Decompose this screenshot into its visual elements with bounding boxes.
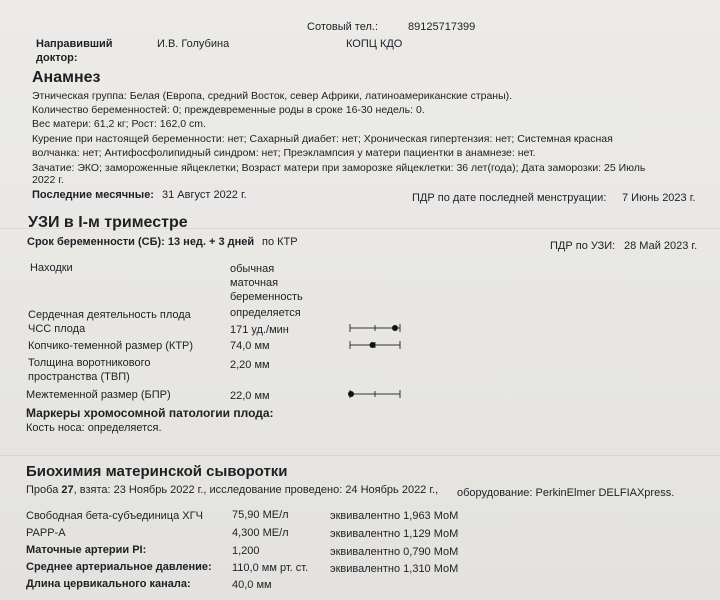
crl-range-bar [350, 341, 400, 349]
us-row-label: Межтеменной размер (БПР) [26, 389, 171, 401]
us-row-value: определяется [230, 307, 301, 319]
anamnesis-title: Анамнез [32, 69, 101, 86]
findings-label: Находки [30, 262, 73, 274]
bpd-marker [348, 391, 354, 397]
anamnesis-line: Зачатие: ЭКО; замороженные яйцеклетки; Возраст матери при заморозке яйцеклетки: 36 лет(года); Дата заморозки: 25 Июль [32, 162, 646, 174]
findings-value: обычная маточная беременность [230, 263, 303, 303]
biochem-row-value: 4,300 МЕ/л [232, 527, 289, 539]
phone-label: Сотовый тел.: [307, 21, 379, 33]
sample-number: 27 [61, 484, 74, 496]
biochem-row-label: Маточные артерии PI: [26, 544, 147, 556]
edd-lmp-value: 7 Июнь 2023 г. [622, 192, 696, 204]
us-row-value: 74,0 мм [230, 340, 270, 352]
equipment-label: оборудование: [457, 487, 533, 499]
sample-dates: , взята: 23 Ноябрь 2022 г., исследование проведено: 24 Ноябрь 2022 г., [73, 484, 439, 496]
edd-lmp-label: ПДР по дате последней менструации: [412, 192, 607, 204]
sample-info [26, 484, 438, 496]
sample-prefix: Проба [26, 484, 59, 496]
lmp-label: Последние месячные: [32, 189, 154, 201]
fhr-marker [392, 325, 398, 331]
markers-text: Кость носа: определяется. [26, 422, 162, 434]
biochem-row-label: PAPP-A [26, 527, 66, 539]
us-row-label: Копчико-теменной размер (КТР) [28, 340, 194, 352]
bpd-range-bar [348, 390, 400, 398]
doctor-label-1: Направивший [36, 38, 113, 50]
reverse-side-show-through [530, 400, 620, 540]
doctor-name: И.В. Голубина [157, 38, 230, 50]
biochem-row-mom: эквивалентно 1,129 МоМ [330, 528, 459, 540]
phone-value: 89125717399 [408, 21, 476, 33]
ultrasound-title: УЗИ в I-м триместре [28, 214, 188, 231]
anamnesis-line: волчанка: нет; Антифосфолипидный синдром: нет; Преэклампсия у матери пациентки в анамнезе: нет. [32, 147, 536, 159]
biochem-row-mom: эквивалентно 1,963 МоМ [330, 510, 459, 522]
markers-title: Маркеры хромосомной патологии плода: [26, 406, 274, 420]
biochem-row-value: 110,0 мм рт. ст. [232, 562, 309, 574]
edd-us-label: ПДР по УЗИ: [550, 240, 616, 252]
crl-marker [370, 342, 376, 348]
us-row-label: ЧСС плода [28, 323, 86, 335]
lmp-value: 31 Август 2022 г. [162, 189, 247, 201]
us-row-label: Толщина воротникового пространства (ТВП) [28, 357, 151, 383]
biochem-title: Биохимия материнской сыворотки [26, 463, 288, 480]
equipment-value: PerkinElmer DELFIAXpress. [535, 487, 675, 499]
fhr-range-bar [350, 324, 400, 332]
gestational-age: Срок беременности (СБ): 13 нед. + 3 дней [27, 236, 255, 248]
biochem-row-value: 40,0 мм [232, 579, 272, 591]
us-row-value: 171 уд./мин [230, 324, 289, 336]
gestational-age-method: по КТР [262, 236, 298, 248]
biochem-row-label: Длина цервикального канала: [26, 578, 191, 590]
biochem-row-mom: эквивалентно 1,310 МоМ [330, 563, 459, 575]
us-row-label: Сердечная деятельность плода [28, 309, 191, 321]
anamnesis-line: Этническая группа: Белая (Европа, средний Восток, север Африки, латиноамериканские страны). [32, 90, 513, 102]
anamnesis-line: Вес матери: 61,2 кг; Рост: 162,0 cm. [32, 118, 206, 130]
equipment [457, 487, 674, 499]
biochem-row-label: Среднее артериальное давление: [26, 561, 212, 573]
institution: КОПЦ КДО [346, 38, 403, 50]
biochem-row-mom: эквивалентно 0,790 МоМ [330, 546, 459, 558]
anamnesis-line: Количество беременностей: 0; преждевременные роды в сроке 16-30 недель: 0. [32, 104, 425, 116]
us-row-value: 2,20 мм [230, 359, 270, 371]
biochem-row-value: 75,90 МЕ/л [232, 509, 289, 521]
doctor-label-2: доктор: [36, 52, 78, 64]
anamnesis-line: Курение при настоящей беременности: нет; Сахарный диабет: нет; Хроническая гипертензия: нет; Системная красная [32, 133, 613, 145]
biochem-row-label: Свободная бета-субъединица ХГЧ [26, 510, 203, 522]
anamnesis-line: 2022 г. [32, 174, 64, 186]
biochem-row-value: 1,200 [232, 545, 260, 557]
range-indicators [345, 318, 405, 408]
edd-us-value: 28 Май 2023 г. [624, 240, 698, 252]
us-row-value: 22,0 мм [230, 390, 270, 402]
